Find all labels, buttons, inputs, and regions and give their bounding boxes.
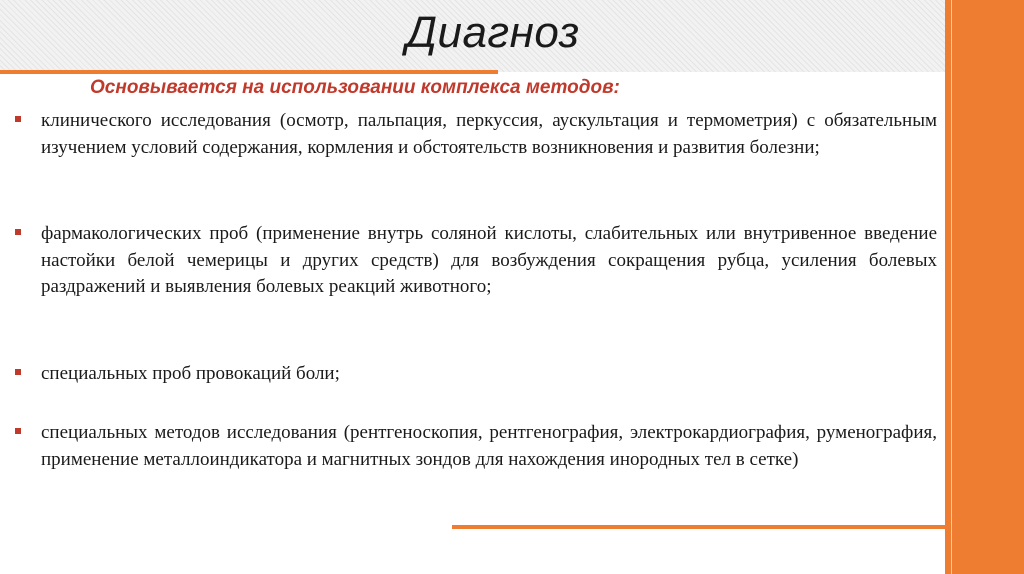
bullet-marker-icon [15,116,21,122]
list-item: специальных методов исследования (рентгеноскопия, рентгенография, электрокардиография, руменография, применение металлоиндикатора и магнитных зондов для нахождения инородных тел в сетке) [41,422,937,470]
list-item: специальных проб провокаций боли; [41,363,340,384]
bottom-accent-line [452,525,945,529]
bullet-marker-icon [15,428,21,434]
title-underline [0,70,498,74]
list-item: клинического исследования (осмотр, пальпация, перкуссия, аускультация и термометрия) с обязательным изучением условий содержания, кормления и обстоятельств возникновения и развития болезни; [41,110,937,158]
list-item: фармакологических проб (применение внутрь соляной кислоты, слабительных или внутривенное введение настойки белой чемерицы и других средств) для возбуждения сокращения рубца, усиления болевых раздражений и выявления болевых реакций животного; [41,223,937,297]
accent-side-bar [945,0,1024,574]
accent-side-bar-divider [951,0,952,574]
bullet-marker-icon [15,369,21,375]
slide-title: Диагноз [406,8,580,57]
slide-subtitle: Основывается на использовании комплекса методов: [90,77,620,98]
bullet-marker-icon [15,229,21,235]
